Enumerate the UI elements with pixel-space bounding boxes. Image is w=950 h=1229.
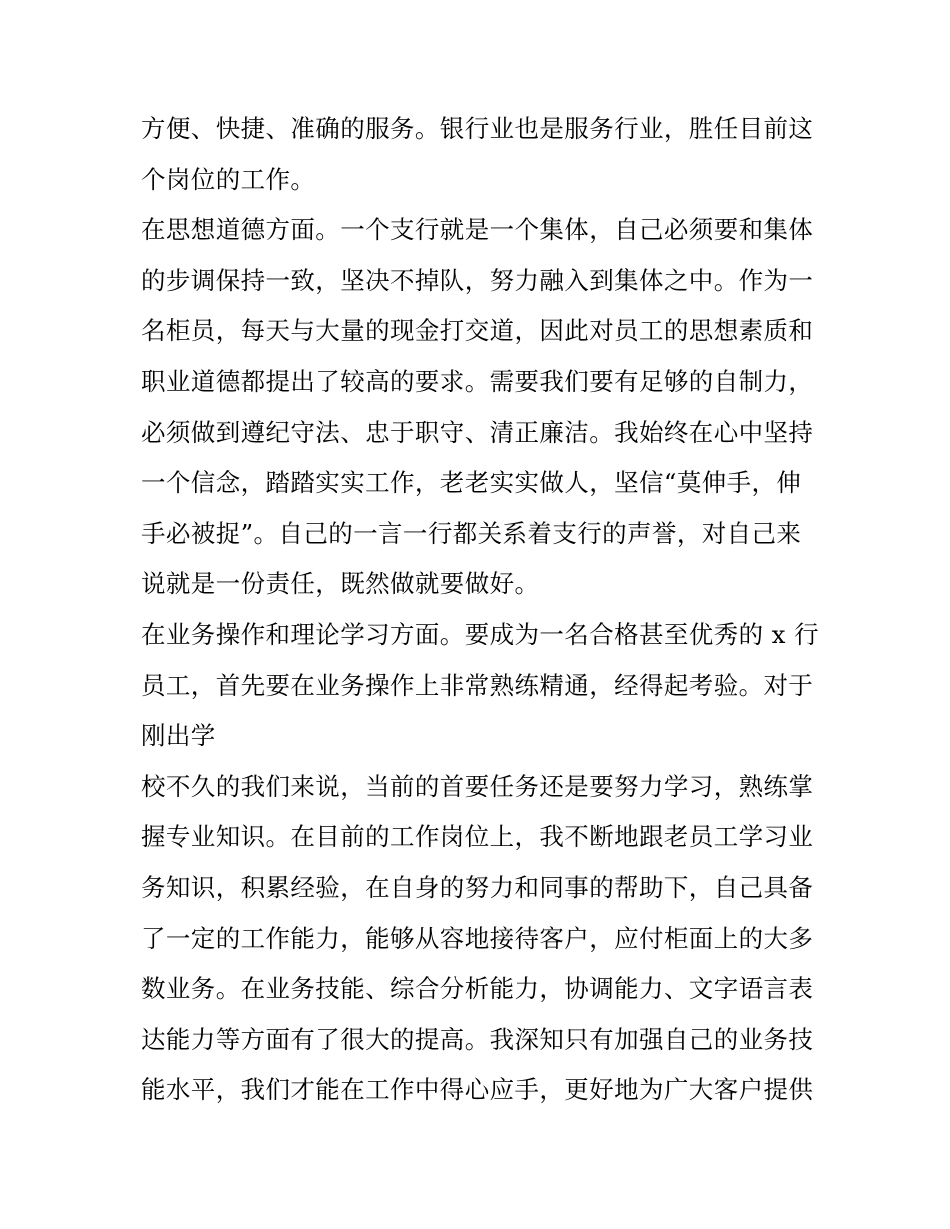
text-line: 员工，首先要在业务操作上非常熟练精通，经得起考验。对于	[141, 670, 814, 700]
text-line: 握专业知识。在目前的工作岗位上，我不断地跟老员工学习业	[141, 822, 814, 852]
text-line: 个岗位的工作。	[141, 164, 316, 194]
text-line: 在思想道德方面。一个支行就是一个集体，自己必须要和集体	[141, 215, 814, 245]
text-line: 说就是一份责任，既然做就要做好。	[141, 569, 540, 599]
text-line: 职业道德都提出了较高的要求。需要我们要有足够的自制力，	[141, 366, 814, 396]
text-line: 达能力等方面有了很大的提高。我深知只有加强自己的业务技	[141, 1024, 814, 1054]
text-line: 一个信念，踏踏实实工作，老老实实做人，坚信“莫伸手，伸	[141, 468, 802, 498]
text-line: 的步调保持一致，坚决不掉队，努力融入到集体之中。作为一	[141, 265, 814, 295]
text-line: 校不久的我们来说，当前的首要任务还是要努力学习，熟练掌	[141, 771, 814, 801]
text-line: 刚出学	[141, 721, 216, 751]
text-line: 能水平，我们才能在工作中得心应手，更好地为广大客户提供	[141, 1075, 814, 1105]
document-body	[141, 104, 821, 1116]
text-line: 手必被捉”。自己的一言一行都关系着支行的声誉，对自己来	[141, 518, 802, 548]
text-line: 数业务。在业务技能、综合分析能力，协调能力、文字语言表	[141, 974, 814, 1004]
text-line: 在业务操作和理论学习方面。要成为一名合格甚至优秀的 x 行	[141, 619, 819, 649]
text-line: 方便、快捷、准确的服务。银行业也是服务行业，胜任目前这	[141, 114, 814, 143]
text-line: 名柜员，每天与大量的现金打交道，因此对员工的思想素质和	[141, 316, 814, 346]
text-line: 务知识，积累经验，在自身的努力和同事的帮助下，自己具备	[141, 872, 814, 902]
text-line: 必须做到遵纪守法、忠于职守、清正廉洁。我始终在心中坚持	[141, 417, 814, 447]
text-line: 了一定的工作能力，能够从容地接待客户，应付柜面上的大多	[141, 923, 814, 953]
